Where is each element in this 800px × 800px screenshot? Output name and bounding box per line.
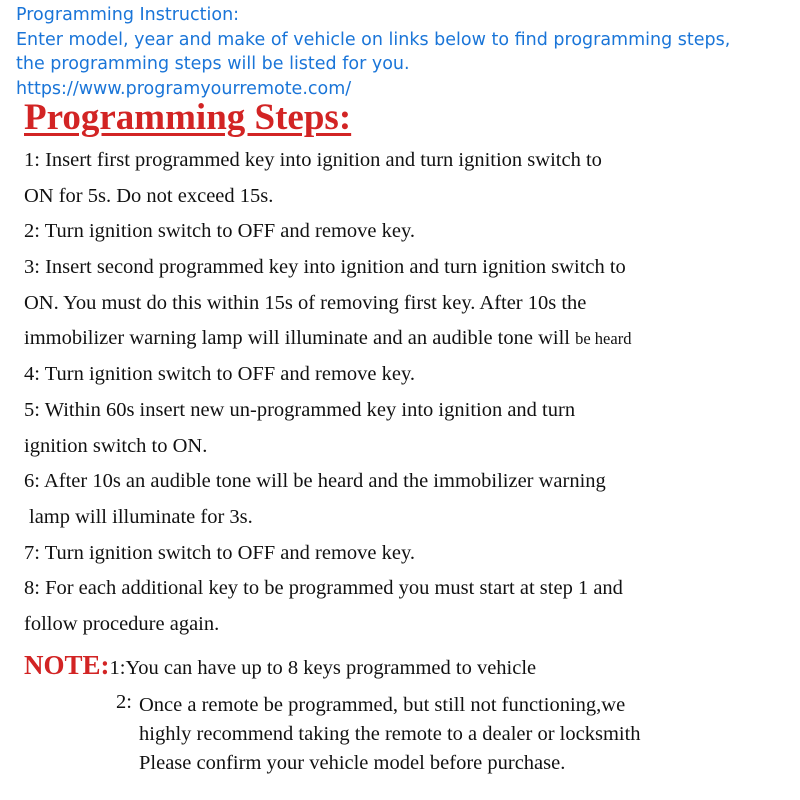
step-7: 7: Turn ignition switch to OFF and remove key.	[24, 541, 416, 564]
instruction-line-1: Enter model, year and make of vehicle on links below to find programming steps,	[16, 29, 731, 50]
step-6-line-2: lamp will illuminate for 3s.	[29, 505, 253, 528]
programming-steps-list	[24, 146, 794, 646]
step-3-line-3-tail: be heard	[575, 329, 632, 349]
note-item-2-line-2: highly recommend taking the remote to a dealer or locksmith	[139, 723, 641, 745]
note-section	[24, 648, 794, 778]
step-2: 2: Turn ignition switch to OFF and remove key.	[24, 220, 416, 243]
step-3-line-3-main: immobilizer warning lamp will illuminate and an audible tone will	[24, 327, 570, 350]
programming-steps-heading: Programming Steps:	[24, 97, 352, 138]
step-3-line-2: ON. You must do this within 15s of removing first key. After 10s the	[24, 291, 587, 314]
note-item-1: 1:You can have up to 8 keys programmed to vehicle	[109, 657, 537, 679]
programming-instruction-header	[16, 3, 796, 101]
instruction-title: Programming Instruction:	[16, 5, 240, 25]
step-4: 4: Turn ignition switch to OFF and remove key.	[24, 363, 416, 386]
step-5-line-2: ignition switch to ON.	[24, 434, 208, 457]
note-item-1-row	[24, 648, 794, 685]
step-6-line-1: 6: After 10s an audible tone will be heard and the immobilizer warning	[24, 470, 606, 493]
step-3-line-1: 3: Insert second programmed key into ignition and turn ignition switch to	[24, 256, 626, 279]
note-item-2	[116, 691, 794, 778]
step-5-line-1: 5: Within 60s insert new un-programmed key into ignition and turn	[24, 398, 576, 421]
note-item-2-number: 2:	[116, 691, 132, 713]
note-item-2-line-1: Once a remote be programmed, but still not functioning,we	[139, 694, 626, 716]
step-3-line-3	[24, 324, 794, 360]
instruction-line-2: the programming steps will be listed for you.	[16, 54, 410, 74]
step-1-line-2: ON for 5s. Do not exceed 15s.	[24, 184, 274, 207]
step-1-line-1: 1: Insert first programmed key into ignition and turn ignition switch to	[24, 149, 602, 171]
instruction-link: https://www.programyourremote.com/	[16, 78, 352, 99]
note-item-2-text	[139, 691, 641, 778]
note-label: NOTE:	[24, 650, 110, 680]
note-item-2-line-3: Please confirm your vehicle model before purchase.	[139, 752, 566, 774]
step-8-line-1: 8: For each additional key to be programmed you must start at step 1 and	[24, 577, 623, 600]
step-8-line-2: follow procedure again.	[24, 612, 220, 635]
